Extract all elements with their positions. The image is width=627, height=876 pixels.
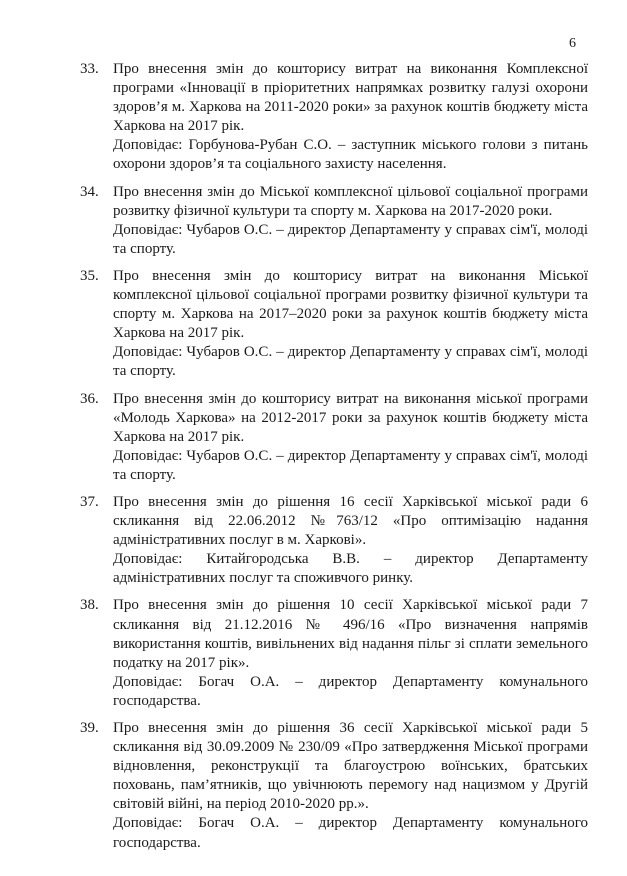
agenda-item-39 — [0, 719, 627, 853]
item-title: Про внесення змін до рішення 10 сесії Харківської міської ради 7 скликання від 21.12.2016 № 496/16 «Про визначення напрямів використання коштів, вивільнених від надання пільг зі сплати земельного податку на 2017 рік». — [113, 597, 588, 671]
agenda-item-38 — [0, 596, 627, 711]
agenda-item-37 — [0, 493, 627, 588]
page-number: 6 — [569, 36, 576, 51]
item-body — [113, 596, 588, 711]
item-speaker: Доповідає: Чубаров О.С. – директор Департаменту у справах сім'ї, молоді та спорту. — [113, 447, 588, 483]
item-number: 38. — [80, 597, 99, 614]
item-number: 37. — [80, 493, 99, 510]
item-title: Про внесення змін до рішення 16 сесії Харківської міської ради 6 скликання від 22.06.2012 №763/12 «Про оптимізацію надання адміністративних послуг в м. Харкові». — [113, 493, 588, 549]
item-title: Про внесення змін до рішення 36 сесії Харківської міської ради 5 скликання від 30.09.2009 № 230/09 «Про затвердження Міської програми відновлення, реконструкції та благоустрою воїнських, братських поховань, пам’ятників, що увічнюють перемогу над нацизмом у Другій світовій війні, на період 2010-2020 рр.». — [113, 720, 588, 813]
item-body — [113, 390, 588, 485]
agenda-item-36 — [0, 390, 627, 485]
item-speaker: Доповідає: Китайгородська В.В. – директор Департаменту адміністративних послуг та споживчого ринку. — [113, 551, 588, 587]
item-number: 33. — [80, 61, 99, 77]
agenda-item-34 — [0, 183, 627, 259]
item-number: 36. — [80, 390, 99, 407]
item-number: 35. — [80, 267, 99, 284]
item-speaker: Доповідає: Чубаров О.С. – директор Департаменту у справах сім'ї, молоді та спорту. — [113, 344, 588, 380]
item-number: 39. — [80, 720, 99, 736]
item-body — [113, 267, 588, 382]
item-title: Про внесення змін до кошторису витрат на виконання Міської комплексної цільової соціальної програми розвитку фізичної культури та спорту м. Харкова на 2017–2020 роки за рахунок коштів бюджету міста Харкова на 2017 рік. — [113, 267, 588, 342]
item-title: Про внесення змін до кошторису витрат на виконання Комплексної програми «Інновації в пріоритетних напрямках розвитку галузі охорони здоров’я м. Харкова на 2011-2020 роки» за рахунок коштів бюджету міста Харкова на 2017 рік. — [113, 61, 588, 135]
item-speaker: Доповідає: Горбунова-Рубан С.О. – заступник міського голови з питань охорони здоров’я та соціального захисту населення. — [113, 137, 588, 173]
item-body — [113, 719, 588, 853]
item-body — [113, 493, 588, 588]
agenda-list — [0, 60, 627, 861]
item-speaker: Доповідає: Богач О.А. – директор Департаменту комунального господарства. — [113, 673, 588, 709]
item-number: 34. — [80, 183, 99, 200]
item-title: Про внесення змін до кошторису витрат на виконання міської програми «Молодь Харкова» на 2012-2017 роки за рахунок коштів бюджету міста Харкова на 2017 рік. — [113, 390, 588, 445]
item-speaker: Доповідає: Чубаров О.С. – директор Департаменту у справах сім'ї, молоді та спорту. — [113, 221, 588, 257]
agenda-item-35 — [0, 267, 627, 382]
agenda-item-33 — [0, 60, 627, 175]
item-speaker: Доповідає: Богач О.А. – директор Департаменту комунального господарства. — [113, 815, 588, 851]
item-body — [113, 60, 588, 175]
item-title: Про внесення змін до Міської комплексної цільової соціальної програми розвитку фізичної культури та спорту м. Харкова на 2017-2020 роки. — [113, 183, 588, 219]
item-body — [113, 183, 588, 259]
